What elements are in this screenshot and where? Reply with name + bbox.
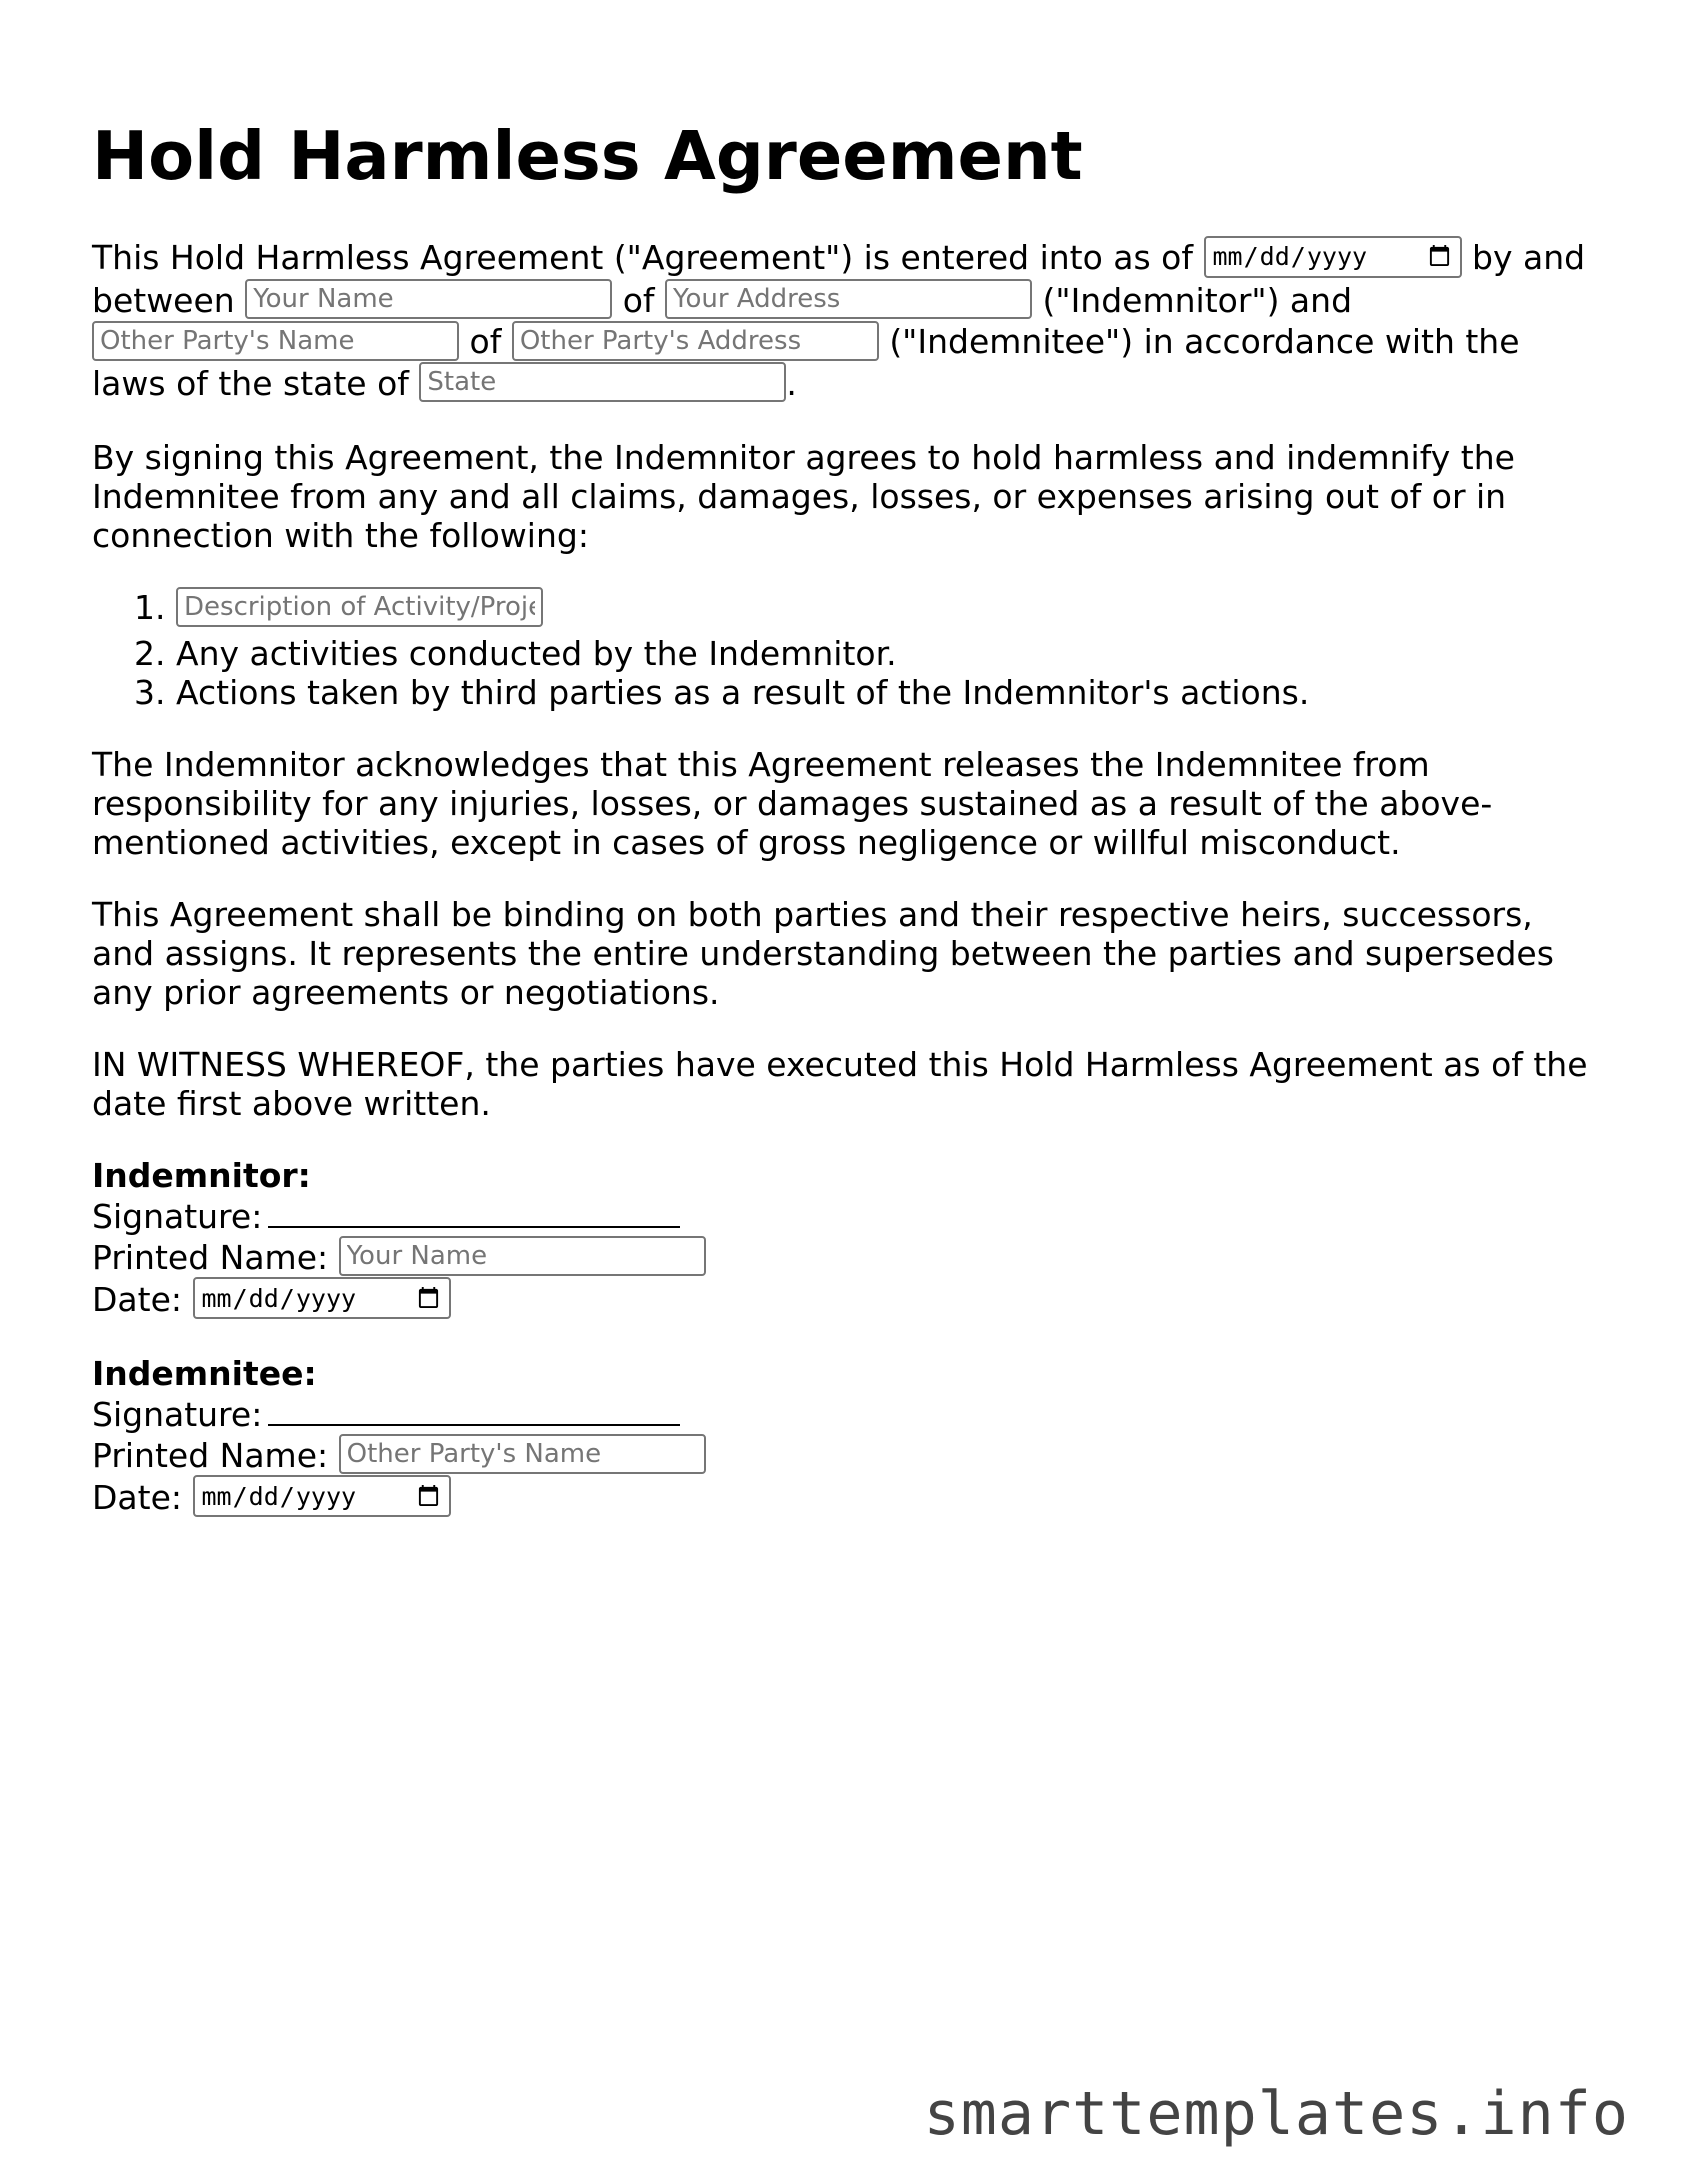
state-input[interactable] xyxy=(419,362,786,402)
activity-description-input[interactable] xyxy=(176,587,543,627)
indemnitee-signature-line[interactable] xyxy=(268,1394,680,1426)
indemnitee-date-input[interactable] xyxy=(193,1475,451,1517)
indemnitor-signature-block xyxy=(92,1156,1602,1321)
printed-name-label: Printed Name: xyxy=(92,1435,329,1475)
indemnitee-printed-name-input[interactable] xyxy=(339,1434,706,1474)
agreement-date-input[interactable] xyxy=(1204,236,1462,278)
intro-paragraph xyxy=(92,238,1602,405)
printed-name-label: Printed Name: xyxy=(92,1237,329,1277)
intro-of-2: of xyxy=(469,322,502,361)
clause-release: The Indemnitor acknowledges that this Agreement releases the Indemnitee from responsibility for any injuries, losses, or damages sustained as a result of the above-mentioned activities, except in cases of gross negligence or willful misconduct. xyxy=(92,744,1493,862)
indemnitee-address-input[interactable] xyxy=(512,321,879,361)
indemnitor-printed-name-input[interactable] xyxy=(339,1236,706,1276)
indemnitee-signature-block xyxy=(92,1354,1602,1519)
agreement-page xyxy=(92,92,1602,1552)
clause-witness: IN WITNESS WHEREOF, the parties have executed this Hold Harmless Agreement as of the date first above written. xyxy=(92,1044,1588,1123)
signature-label: Signature: xyxy=(92,1394,263,1434)
indemnitor-name-input[interactable] xyxy=(245,279,612,319)
indemnitor-address-input[interactable] xyxy=(665,279,1032,319)
watermark: smarttemplates.info xyxy=(923,2079,1629,2149)
indemnitor-signature-line[interactable] xyxy=(268,1196,680,1228)
indemnitor-date-row xyxy=(92,1279,1602,1321)
intro-text-4: ("Indemnitee") in accordance with the laws of the state of xyxy=(92,322,1520,403)
indemnitee-name-input[interactable] xyxy=(92,321,459,361)
list-item: 2. Any activities conducted by the Indemnitor. xyxy=(176,634,1602,673)
clause-indemnify: By signing this Agreement, the Indemnitor agrees to hold harmless and indemnify the Indemnitee from any and all claims, damages, losses, or expenses arising out of or in connection with the following: xyxy=(92,438,1515,555)
date-label: Date: xyxy=(92,1477,182,1517)
indemnitor-heading: Indemnitor: xyxy=(92,1155,311,1195)
intro-end: . xyxy=(786,363,797,403)
list-item xyxy=(176,588,1602,630)
intro-text-2: by and between xyxy=(92,238,1586,320)
indemnitee-signature-row xyxy=(92,1394,1602,1435)
indemnitee-date-row xyxy=(92,1477,1602,1519)
indemnitor-signature-row xyxy=(92,1196,1602,1237)
intro-of-1: of xyxy=(622,280,655,320)
intro-text-3: ("Indemnitor") and xyxy=(1042,280,1353,320)
indemnitor-date-input[interactable] xyxy=(193,1277,451,1319)
clause-binding: This Agreement shall be binding on both parties and their respective heirs, successors, and assigns. It represents the entire understanding between the parties and supersedes any prior agreements or negotiations. xyxy=(92,894,1554,1012)
signature-label: Signature: xyxy=(92,1196,263,1236)
date-label: Date: xyxy=(92,1279,182,1319)
indemnitee-printed-name-row xyxy=(92,1435,1602,1477)
covered-activities-list xyxy=(92,588,1602,712)
intro-text-1: This Hold Harmless Agreement ("Agreement") is entered into as of xyxy=(92,238,1193,277)
page-title: Hold Harmless Agreement xyxy=(92,117,1083,195)
list-item: 3. Actions taken by third parties as a result of the Indemnitor's actions. xyxy=(176,673,1602,712)
indemnitee-heading: Indemnitee: xyxy=(92,1353,317,1393)
indemnitor-printed-name-row xyxy=(92,1237,1602,1279)
